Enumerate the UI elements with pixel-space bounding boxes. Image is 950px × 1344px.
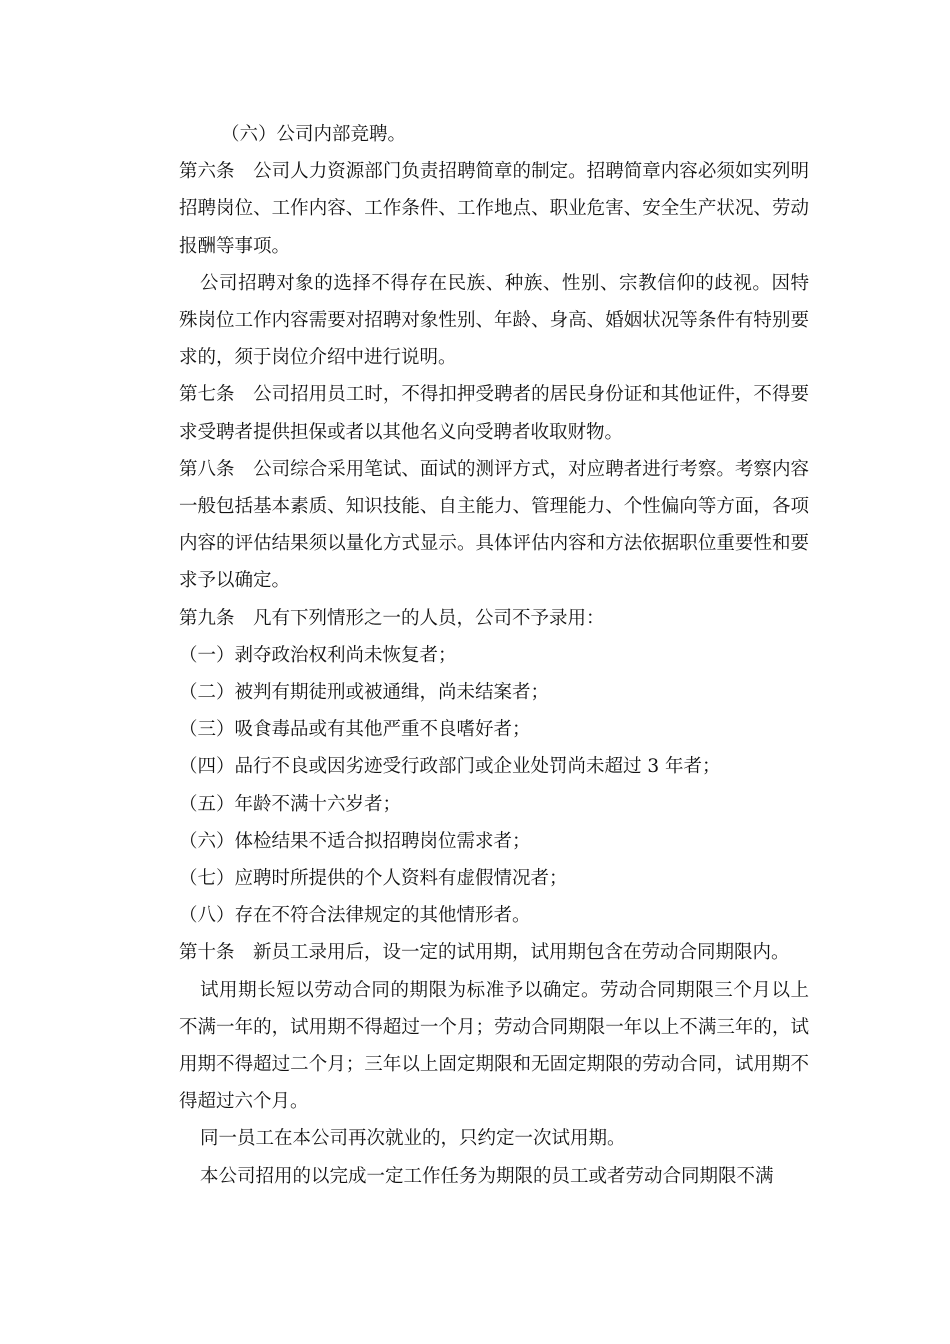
article-10-probation-length: 试用期长短以劳动合同的期限为标准予以确定。劳动合同期限三个月以上不满一年的，试用期不得超过一个月；劳动合同期限一年以上不满三年的，试用期不得超过二个月；三年以上固定期限和无固定期限的劳动合同，试用期不得超过六个月。: [179, 979, 809, 1113]
article-9-item-8: （八）存在不符合法律规定的其他情形者。: [179, 905, 531, 927]
document-body: [179, 116, 809, 1195]
article-9-item-1: （一）剥夺政治权利尚未恢复者；: [179, 644, 457, 666]
article-9-item-3: （三）吸食毒品或有其他严重不良嗜好者；: [179, 719, 531, 741]
paragraph-internal-competition: （六）公司内部竞聘。: [221, 124, 407, 145]
article-9-item-2: （二）被判有期徒刑或被通缉，尚未结案者；: [179, 682, 550, 704]
article-8: 第八条 公司综合采用笔试、面试的测评方式，对应聘者进行考察。考察内容一般包括基本素质、知识技能、自主能力、管理能力、个性偏向等方面，各项内容的评估结果须以量化方式显示。具体评估内容和方法依据职位重要性和要求予以确定。: [179, 458, 809, 592]
article-9-item-5: （五）年龄不满十六岁者；: [179, 793, 402, 815]
article-7: 第七条 公司招用员工时，不得扣押受聘者的居民身份证和其他证件，不得要求受聘者提供担保或者以其他名义向受聘者收取财物。: [179, 384, 809, 443]
article-9-item-7: （七）应聘时所提供的个人资料有虚假情况者；: [179, 868, 568, 890]
article-10-rehire: 同一员工在本公司再次就业的，只约定一次试用期。: [200, 1128, 626, 1150]
article-10-task-based: 本公司招用的以完成一定工作任务为期限的员工或者劳动合同期限不满: [200, 1165, 774, 1187]
article-10: 第十条 新员工录用后，设一定的试用期，试用期包含在劳动合同期限内。: [179, 942, 790, 964]
article-9: 第九条 凡有下列情形之一的人员，公司不予录用：: [179, 607, 605, 629]
article-6-non-discrimination: 公司招聘对象的选择不得存在民族、种族、性别、宗教信仰的歧视。因特殊岗位工作内容需要对招聘对象性别、年龄、身高、婚姻状况等条件有特别要求的，须于岗位介绍中进行说明。: [179, 272, 809, 369]
article-6: 第六条 公司人力资源部门负责招聘简章的制定。招聘简章内容必须如实列明招聘岗位、工作内容、工作条件、工作地点、职业危害、安全生产状况、劳动报酬等事项。: [179, 161, 809, 257]
article-9-item-4: （四）品行不良或因劣迹受行政部门或企业处罚尚未超过 3 年者；: [179, 756, 721, 778]
article-9-item-6: （六）体检结果不适合拟招聘岗位需求者；: [179, 830, 531, 852]
